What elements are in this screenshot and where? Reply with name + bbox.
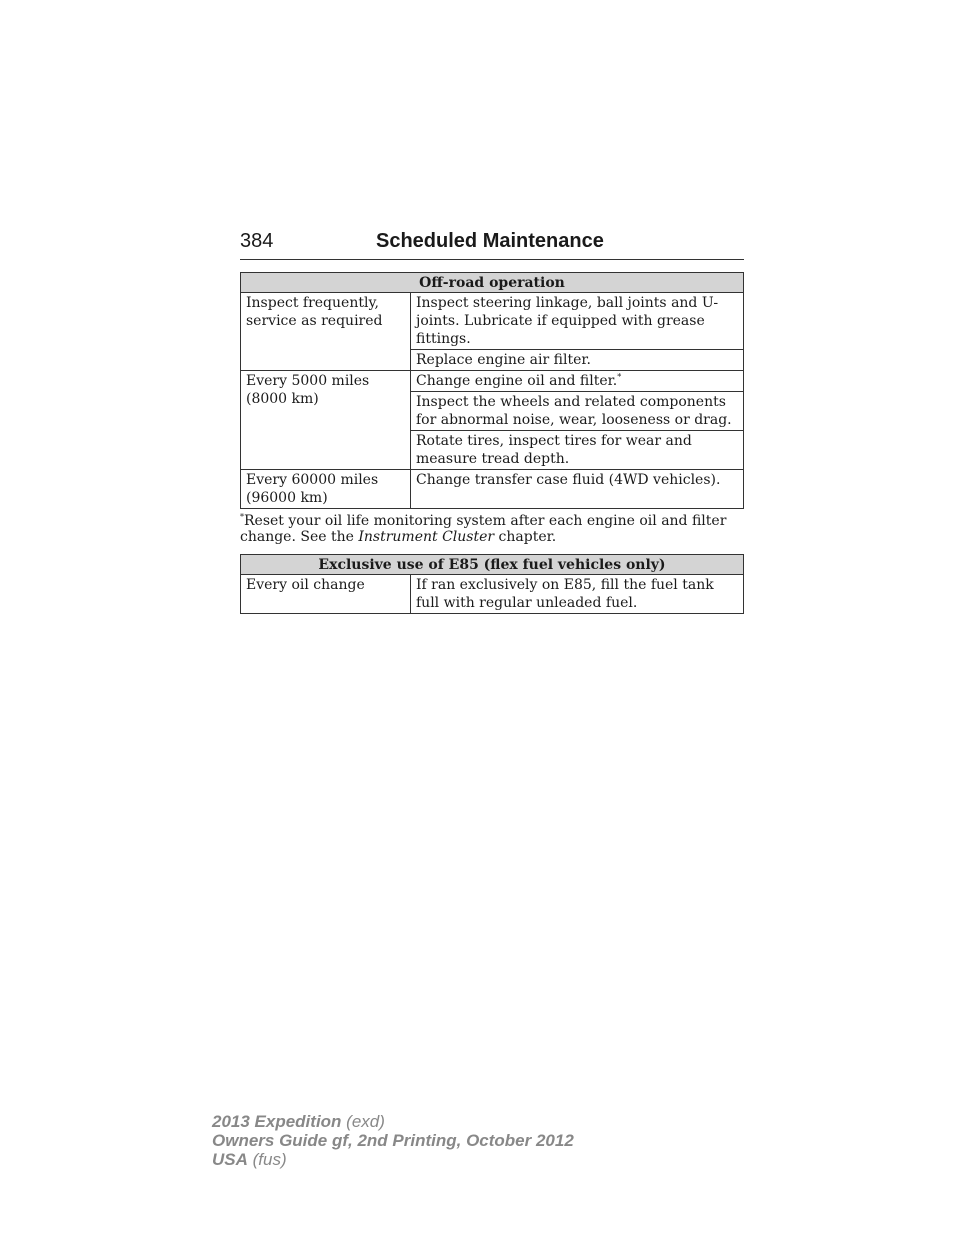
footer-model: 2013 Expedition [212,1112,342,1131]
footer-market-code: (fus) [247,1150,287,1169]
task-cell: Inspect the wheels and related components for abnormal noise, wear, looseness or drag. [411,392,744,431]
task-cell [411,371,744,392]
table-header-row [241,273,744,293]
interval-cell: Inspect frequently, service as required [241,293,411,371]
task-cell: If ran exclusively on E85, fill the fuel tank full with regular unleaded fuel. [411,575,744,614]
task-cell: Inspect steering linkage, ball joints and U-joints. Lubricate if equipped with grease fittings. [411,293,744,350]
e85-table-heading: Exclusive use of E85 (flex fuel vehicles only) [241,555,744,575]
table-row [241,293,744,350]
task-text: Change engine oil and filter. [416,373,618,389]
chapter-reference: Instrument Cluster [358,529,495,545]
page-number: 384 [240,230,274,252]
footnote-text: Reset your oil life monitoring system after each engine oil and filter change. See the [240,513,727,545]
footer-line-printing: Owners Guide gf, 2nd Printing, October 2012 [212,1131,574,1150]
interval-cell: Every oil change [241,575,411,614]
table-row [241,470,744,509]
e85-maintenance-table [240,554,744,614]
document-footer [212,1112,574,1169]
task-cell: Replace engine air filter. [411,350,744,371]
page-header [240,229,744,260]
table-header-row [241,555,744,575]
task-cell: Rotate tires, inspect tires for wear and measure tread depth. [411,431,744,470]
footnote [240,513,744,545]
footer-model-code: (exd) [341,1112,385,1131]
footer-market: USA [212,1150,248,1169]
offroad-maintenance-table [240,272,744,509]
offroad-table-heading: Off-road operation [241,273,744,293]
task-cell: Change transfer case fluid (4WD vehicles). [411,470,744,509]
table-row [241,575,744,614]
footnote-text-end: chapter. [494,529,557,545]
interval-cell: Every 60000 miles (96000 km) [241,470,411,509]
interval-cell: Every 5000 miles (8000 km) [241,371,411,470]
footnote-marker: * [617,372,622,382]
footer-line-market [212,1150,574,1169]
table-row [241,371,744,392]
page-title: Scheduled Maintenance [376,230,604,252]
footer-line-model [212,1112,574,1131]
footnote-marker: * [240,512,244,522]
